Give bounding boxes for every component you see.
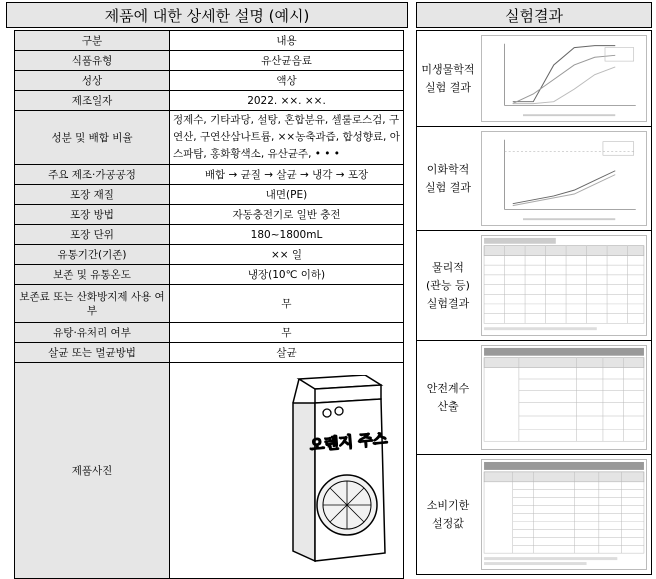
right-section-title: 실험결과 bbox=[416, 2, 652, 28]
header-category: 구분 bbox=[15, 31, 170, 51]
table-row bbox=[15, 205, 404, 225]
row-value: 정제수, 기타과당, 설탕, 혼합분유, 셀룰로스검, 구연산, 구연산삼나트륨, ××농축과즙, 합성향료, 아스파탐, 홍화황색소, 유산균주, • • • bbox=[170, 111, 404, 165]
safety-factor-table-thumbnail bbox=[481, 345, 647, 450]
row-key: 포장 재질 bbox=[15, 185, 170, 205]
row-key: 포장 단위 bbox=[15, 225, 170, 245]
result-label: 안전계수 산출 bbox=[426, 381, 470, 413]
row-value: ×× 일 bbox=[170, 245, 404, 265]
row-key: 살균 또는 멸균방법 bbox=[15, 343, 170, 363]
result-row-microbiology bbox=[417, 31, 651, 127]
row-key: 성상 bbox=[15, 71, 170, 91]
row-key: 보존 및 유통온도 bbox=[15, 265, 170, 285]
table-row bbox=[15, 265, 404, 285]
row-key: 포장 방법 bbox=[15, 205, 170, 225]
row-value: 자동충전기로 일반 충전 bbox=[170, 205, 404, 225]
table-header-row bbox=[15, 31, 404, 51]
table-row bbox=[15, 343, 404, 363]
row-key: 제조일자 bbox=[15, 91, 170, 111]
row-key: 제품사진 bbox=[15, 363, 170, 579]
left-section-title: 제품에 대한 상세한 설명 (예시) bbox=[6, 2, 408, 28]
header-content: 내용 bbox=[170, 31, 404, 51]
result-row-physical bbox=[417, 231, 651, 341]
result-row-physicochemical bbox=[417, 127, 651, 231]
row-value: 2022. ××. ××. bbox=[170, 91, 404, 111]
table-row bbox=[15, 91, 404, 111]
table-row bbox=[15, 185, 404, 205]
product-photo-cell bbox=[170, 363, 404, 579]
row-key: 유탕·유처리 여부 bbox=[15, 323, 170, 343]
row-value: 무 bbox=[170, 323, 404, 343]
row-key: 주요 제조·가공공정 bbox=[15, 165, 170, 185]
shelf-life-table-thumbnail bbox=[481, 459, 647, 570]
table-row bbox=[15, 323, 404, 343]
row-value: 내면(PE) bbox=[170, 185, 404, 205]
table-row bbox=[15, 245, 404, 265]
table-row bbox=[15, 363, 404, 579]
row-value: 살균 bbox=[170, 343, 404, 363]
experiment-results-panel bbox=[416, 30, 652, 575]
table-row bbox=[15, 51, 404, 71]
row-key: 성분 및 배합 비율 bbox=[15, 111, 170, 165]
physical-table-thumbnail bbox=[481, 235, 647, 336]
result-label: 미생물학적 실험 결과 bbox=[421, 62, 475, 94]
result-label: 물리적 (관능 등) 실험결과 bbox=[426, 260, 470, 310]
juice-carton-illustration bbox=[285, 375, 393, 563]
microbiology-chart-thumbnail bbox=[481, 35, 647, 122]
product-spec-table bbox=[14, 30, 404, 579]
row-value: 배합 → 균질 → 살균 → 냉각 → 포장 bbox=[170, 165, 404, 185]
row-key: 식품유형 bbox=[15, 51, 170, 71]
table-row bbox=[15, 71, 404, 91]
result-row-safety-factor bbox=[417, 341, 651, 455]
row-value: 유산균음료 bbox=[170, 51, 404, 71]
result-row-shelf-life bbox=[417, 455, 651, 574]
row-value: 냉장(10℃ 이하) bbox=[170, 265, 404, 285]
table-row bbox=[15, 165, 404, 185]
row-value: 액상 bbox=[170, 71, 404, 91]
row-value: 180~1800mL bbox=[170, 225, 404, 245]
table-row bbox=[15, 285, 404, 323]
row-value: 무 bbox=[170, 285, 404, 323]
table-row bbox=[15, 225, 404, 245]
row-key: 보존료 또는 산화방지제 사용 여부 bbox=[15, 285, 170, 323]
svg-text:오렌지 주스: 오렌지 주스 bbox=[309, 429, 389, 455]
physicochemical-chart-thumbnail bbox=[481, 131, 647, 226]
result-label: 이화학적 실험 결과 bbox=[424, 162, 471, 194]
result-label: 소비기한 설정값 bbox=[426, 498, 470, 530]
table-row bbox=[15, 111, 404, 165]
row-key: 유통기간(기존) bbox=[15, 245, 170, 265]
